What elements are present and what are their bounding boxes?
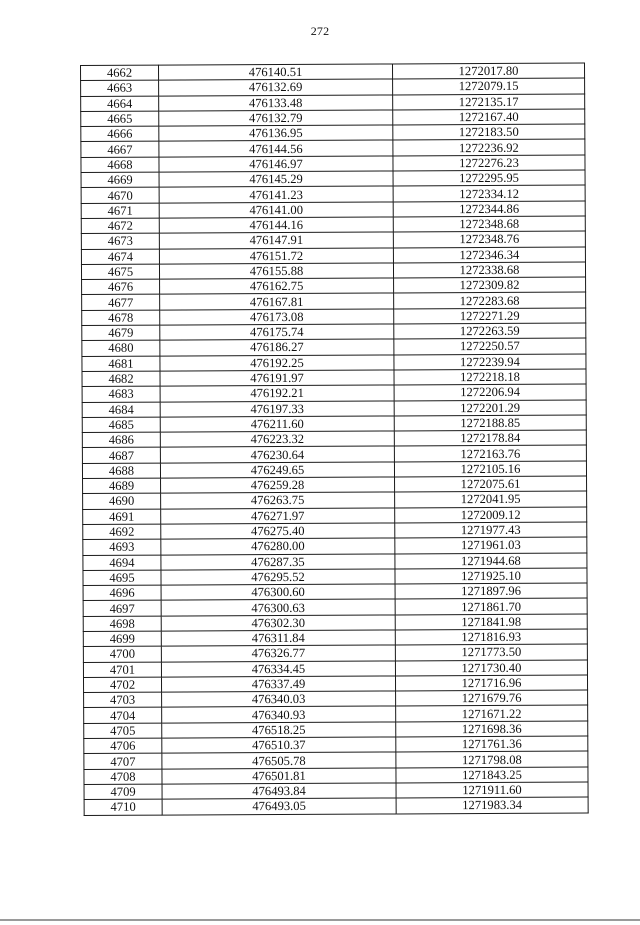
x-coordinate-cell: 476295.52 xyxy=(161,569,395,585)
x-coordinate-cell: 476518.25 xyxy=(162,722,396,738)
y-coordinate-cell: 1272271.29 xyxy=(394,308,586,324)
point-id-cell: 4668 xyxy=(81,157,159,173)
x-coordinate-cell: 476197.33 xyxy=(160,401,394,417)
point-id-cell: 4689 xyxy=(83,478,161,494)
point-id-cell: 4682 xyxy=(82,371,160,387)
x-coordinate-cell: 476167.81 xyxy=(160,293,394,309)
x-coordinate-cell: 476501.81 xyxy=(162,768,396,784)
x-coordinate-cell: 476493.84 xyxy=(162,783,396,799)
x-coordinate-cell: 476144.16 xyxy=(159,217,393,233)
x-coordinate-cell: 476334.45 xyxy=(161,661,395,677)
coordinate-table-body xyxy=(81,63,589,815)
y-coordinate-cell: 1272236.92 xyxy=(393,140,585,156)
page-bottom-divider xyxy=(0,919,640,921)
y-coordinate-cell: 1271861.70 xyxy=(395,598,587,614)
y-coordinate-cell: 1271679.76 xyxy=(396,690,588,706)
point-id-cell: 4690 xyxy=(83,493,161,509)
y-coordinate-cell: 1272009.12 xyxy=(395,507,587,523)
point-id-cell: 4677 xyxy=(82,295,160,311)
y-coordinate-cell: 1272163.76 xyxy=(394,445,586,461)
x-coordinate-cell: 476249.65 xyxy=(160,462,394,478)
point-id-cell: 4698 xyxy=(83,616,161,632)
x-coordinate-cell: 476141.00 xyxy=(159,202,393,218)
x-coordinate-cell: 476302.30 xyxy=(161,615,395,631)
point-id-cell: 4687 xyxy=(82,448,160,464)
y-coordinate-cell: 1271773.50 xyxy=(395,644,587,660)
point-id-cell: 4673 xyxy=(81,233,159,249)
x-coordinate-cell: 476141.23 xyxy=(159,186,393,202)
y-coordinate-cell: 1272079.15 xyxy=(393,78,585,94)
point-id-cell: 4665 xyxy=(81,111,159,127)
y-coordinate-cell: 1271716.96 xyxy=(395,675,587,691)
y-coordinate-cell: 1272075.61 xyxy=(395,476,587,492)
point-id-cell: 4672 xyxy=(81,218,159,234)
point-id-cell: 4696 xyxy=(83,585,161,601)
point-id-cell: 4683 xyxy=(82,386,160,402)
point-id-cell: 4662 xyxy=(81,65,159,81)
x-coordinate-cell: 476505.78 xyxy=(162,752,396,768)
y-coordinate-cell: 1272105.16 xyxy=(394,461,586,477)
y-coordinate-cell: 1272041.95 xyxy=(395,491,587,507)
y-coordinate-cell: 1271961.03 xyxy=(395,537,587,553)
y-coordinate-cell: 1272346.34 xyxy=(393,247,585,263)
y-coordinate-cell: 1272206.94 xyxy=(394,384,586,400)
point-id-cell: 4684 xyxy=(82,402,160,418)
point-id-cell: 4670 xyxy=(81,187,159,203)
y-coordinate-cell: 1272276.23 xyxy=(393,155,585,171)
x-coordinate-cell: 476263.75 xyxy=(161,492,395,508)
point-id-cell: 4710 xyxy=(84,799,162,815)
y-coordinate-cell: 1272344.86 xyxy=(393,201,585,217)
y-coordinate-cell: 1272295.95 xyxy=(393,170,585,186)
table-row xyxy=(84,797,588,815)
page-number: 272 xyxy=(310,24,330,38)
point-id-cell: 4666 xyxy=(81,126,159,142)
point-id-cell: 4697 xyxy=(83,601,161,617)
x-coordinate-cell: 476162.75 xyxy=(160,278,394,294)
y-coordinate-cell: 1272183.50 xyxy=(393,124,585,140)
point-id-cell: 4680 xyxy=(82,340,160,356)
x-coordinate-cell: 476132.79 xyxy=(159,110,393,126)
x-coordinate-cell: 476211.60 xyxy=(160,416,394,432)
point-id-cell: 4706 xyxy=(84,738,162,754)
point-id-cell: 4707 xyxy=(84,753,162,769)
x-coordinate-cell: 476155.88 xyxy=(159,263,393,279)
point-id-cell: 4703 xyxy=(84,692,162,708)
y-coordinate-cell: 1271925.10 xyxy=(395,568,587,584)
x-coordinate-cell: 476510.37 xyxy=(162,737,396,753)
x-coordinate-cell: 476287.35 xyxy=(161,553,395,569)
x-coordinate-cell: 476191.97 xyxy=(160,370,394,386)
x-coordinate-cell: 476259.28 xyxy=(161,477,395,493)
x-coordinate-cell: 476340.93 xyxy=(162,706,396,722)
point-id-cell: 4675 xyxy=(81,264,159,280)
y-coordinate-cell: 1272348.68 xyxy=(393,216,585,232)
y-coordinate-cell: 1272334.12 xyxy=(393,185,585,201)
point-id-cell: 4699 xyxy=(83,631,161,647)
point-id-cell: 4664 xyxy=(81,96,159,112)
y-coordinate-cell: 1271798.08 xyxy=(396,751,588,767)
point-id-cell: 4669 xyxy=(81,172,159,188)
y-coordinate-cell: 1271897.96 xyxy=(395,583,587,599)
y-coordinate-cell: 1271911.60 xyxy=(396,782,588,798)
y-coordinate-cell: 1271977.43 xyxy=(395,522,587,538)
point-id-cell: 4702 xyxy=(83,677,161,693)
point-id-cell: 4685 xyxy=(82,417,160,433)
x-coordinate-cell: 476192.21 xyxy=(160,385,394,401)
x-coordinate-cell: 476145.29 xyxy=(159,171,393,187)
point-id-cell: 4704 xyxy=(84,708,162,724)
y-coordinate-cell: 1272218.18 xyxy=(394,369,586,385)
x-coordinate-cell: 476175.74 xyxy=(160,324,394,340)
point-id-cell: 4692 xyxy=(83,524,161,540)
point-id-cell: 4686 xyxy=(82,432,160,448)
point-id-cell: 4674 xyxy=(81,249,159,265)
y-coordinate-cell: 1272201.29 xyxy=(394,400,586,416)
x-coordinate-cell: 476173.08 xyxy=(160,309,394,325)
y-coordinate-cell: 1272250.57 xyxy=(394,338,586,354)
x-coordinate-cell: 476337.49 xyxy=(161,676,395,692)
x-coordinate-cell: 476140.51 xyxy=(159,64,393,80)
y-coordinate-cell: 1272263.59 xyxy=(394,323,586,339)
point-id-cell: 4708 xyxy=(84,769,162,785)
y-coordinate-cell: 1271843.25 xyxy=(396,767,588,783)
y-coordinate-cell: 1272017.80 xyxy=(392,63,584,79)
y-coordinate-cell: 1272283.68 xyxy=(394,292,586,308)
x-coordinate-cell: 476326.77 xyxy=(161,645,395,661)
point-id-cell: 4688 xyxy=(82,463,160,479)
x-coordinate-cell: 476300.63 xyxy=(161,599,395,615)
point-id-cell: 4700 xyxy=(83,646,161,662)
x-coordinate-cell: 476144.56 xyxy=(159,140,393,156)
x-coordinate-cell: 476280.00 xyxy=(161,538,395,554)
point-id-cell: 4663 xyxy=(81,80,159,96)
y-coordinate-cell: 1272338.68 xyxy=(393,262,585,278)
point-id-cell: 4695 xyxy=(83,570,161,586)
y-coordinate-cell: 1271761.36 xyxy=(396,736,588,752)
point-id-cell: 4676 xyxy=(82,279,160,295)
x-coordinate-cell: 476311.84 xyxy=(161,630,395,646)
x-coordinate-cell: 476275.40 xyxy=(161,523,395,539)
point-id-cell: 4678 xyxy=(82,310,160,326)
y-coordinate-cell: 1272167.40 xyxy=(393,109,585,125)
point-id-cell: 4709 xyxy=(84,784,162,800)
x-coordinate-cell: 476146.97 xyxy=(159,156,393,172)
y-coordinate-cell: 1271944.68 xyxy=(395,553,587,569)
y-coordinate-cell: 1271816.93 xyxy=(395,629,587,645)
x-coordinate-cell: 476132.69 xyxy=(159,79,393,95)
x-coordinate-cell: 476230.64 xyxy=(160,446,394,462)
y-coordinate-cell: 1272348.76 xyxy=(393,231,585,247)
y-coordinate-cell: 1271671.22 xyxy=(396,705,588,721)
y-coordinate-cell: 1272188.85 xyxy=(394,415,586,431)
y-coordinate-cell: 1271730.40 xyxy=(395,660,587,676)
x-coordinate-cell: 476223.32 xyxy=(160,431,394,447)
y-coordinate-cell: 1272239.94 xyxy=(394,354,586,370)
x-coordinate-cell: 476300.60 xyxy=(161,584,395,600)
point-id-cell: 4701 xyxy=(83,662,161,678)
point-id-cell: 4693 xyxy=(83,539,161,555)
x-coordinate-cell: 476133.48 xyxy=(159,95,393,111)
coordinate-table xyxy=(80,63,589,816)
x-coordinate-cell: 476192.25 xyxy=(160,355,394,371)
point-id-cell: 4681 xyxy=(82,356,160,372)
point-id-cell: 4705 xyxy=(84,723,162,739)
x-coordinate-cell: 476493.05 xyxy=(162,798,396,814)
y-coordinate-cell: 1271983.34 xyxy=(396,797,588,813)
y-coordinate-cell: 1271698.36 xyxy=(396,721,588,737)
x-coordinate-cell: 476147.91 xyxy=(159,232,393,248)
x-coordinate-cell: 476186.27 xyxy=(160,339,394,355)
y-coordinate-cell: 1272178.84 xyxy=(394,430,586,446)
point-id-cell: 4691 xyxy=(83,509,161,525)
point-id-cell: 4694 xyxy=(83,555,161,571)
y-coordinate-cell: 1271841.98 xyxy=(395,614,587,630)
x-coordinate-cell: 476340.03 xyxy=(162,691,396,707)
y-coordinate-cell: 1272135.17 xyxy=(393,94,585,110)
point-id-cell: 4679 xyxy=(82,325,160,341)
y-coordinate-cell: 1272309.82 xyxy=(394,277,586,293)
x-coordinate-cell: 476151.72 xyxy=(159,248,393,264)
x-coordinate-cell: 476136.95 xyxy=(159,125,393,141)
x-coordinate-cell: 476271.97 xyxy=(161,508,395,524)
point-id-cell: 4667 xyxy=(81,142,159,158)
point-id-cell: 4671 xyxy=(81,203,159,219)
